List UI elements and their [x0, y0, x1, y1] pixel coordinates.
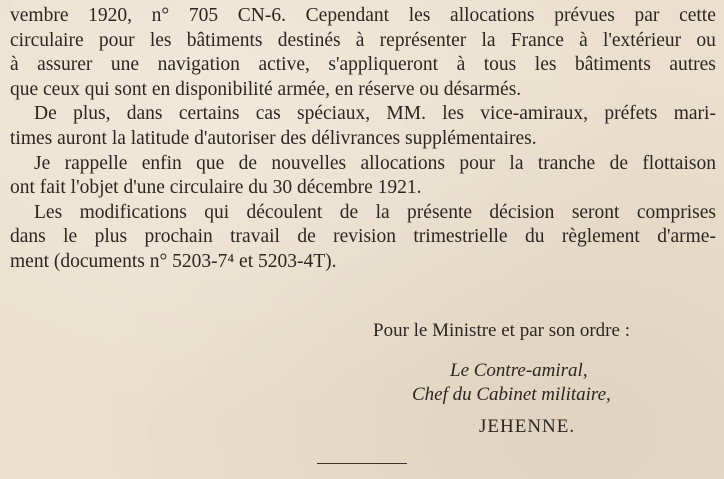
- signature-office: Chef du Cabinet militaire,: [412, 384, 611, 405]
- closing-rule: [317, 463, 407, 464]
- text-line-4: que ceux qui sont en disponibilité armée, en réserve ou désarmés.: [10, 78, 522, 100]
- signature-rank: Le Contre-amiral,: [450, 360, 588, 381]
- signature-intro: Pour le Ministre et par son ordre :: [373, 320, 630, 341]
- signatory-name: JEHENNE.: [479, 416, 576, 437]
- text-line-11: ment (documents n° 5203-7⁴ et 5203-4T).: [10, 250, 337, 272]
- text-line-10: dans le plus prochain travail de revision trimestrielle du règlement d'arme-: [10, 226, 716, 248]
- text-line-6: times auront la latitude d'autoriser des délivrances supplémentaires.: [10, 127, 537, 149]
- text-line-3: à assurer une navigation active, s'appliqueront à tous les bâtiments autres: [10, 54, 716, 76]
- text-line-1: vembre 1920, n° 705 CN-6. Cependant les allocations prévues par cette: [10, 5, 716, 26]
- text-line-8: ont fait l'objet d'une circulaire du 30 décembre 1921.: [10, 177, 422, 199]
- signature-block: [0, 320, 724, 470]
- text-line-5: De plus, dans certains cas spéciaux, MM. les vice-amiraux, préfets mari-: [34, 103, 716, 125]
- body-text: [10, 4, 716, 275]
- text-line-7: Je rappelle enfin que de nouvelles allocations pour la tranche de flottaison: [34, 152, 716, 174]
- text-line-9: Les modifications qui découlent de la présente décision seront comprises: [34, 201, 716, 223]
- text-line-2: circulaire pour les bâtiments destinés à représenter la France à l'extérieur ou: [10, 29, 716, 51]
